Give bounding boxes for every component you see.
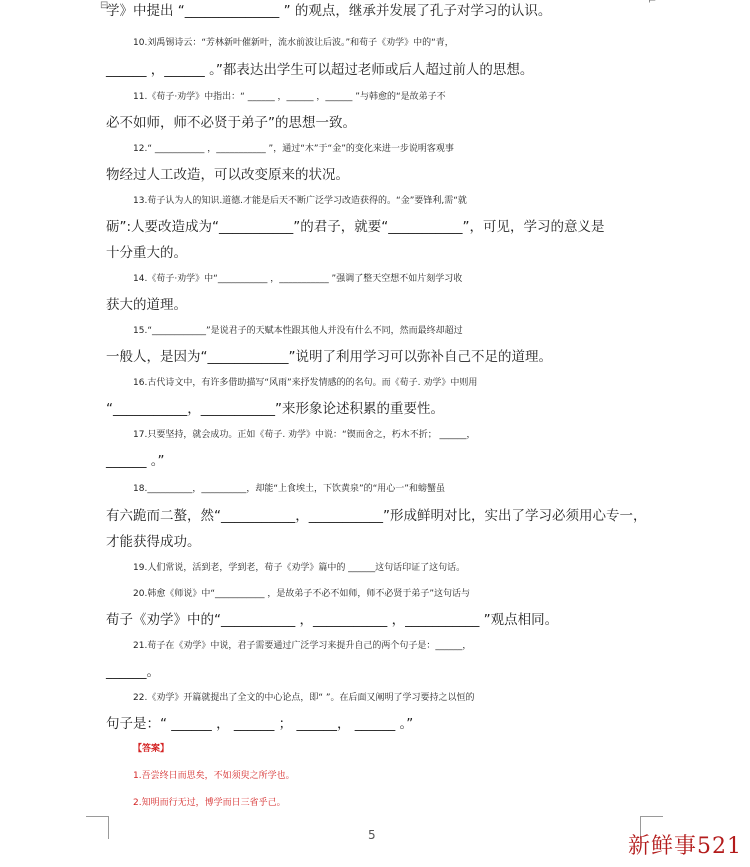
question-line: 15.“____________”是说君子的天赋本性跟其他人并没有什么不同，然而最终却超过 — [133, 326, 463, 336]
question-line: 18.__________，__________，却能“上食埃土，下饮黄泉”的“用心一”和螃蟹虽 — [133, 484, 445, 494]
question-line: 句子是：“ ______ ， ______ ； ______， ______ 。” — [106, 716, 414, 732]
watermark-text: 新鲜事521 — [628, 834, 742, 859]
question-line: 19.人们常说，活到老，学到老，荀子《劝学》篇中的 ______这句话印证了这句话。 — [133, 563, 466, 573]
question-line: “___________，___________”来形象论述积累的重要性。 — [106, 401, 444, 417]
question-line: 必不如师，师不必贤于弟子”的思想一致。 — [106, 115, 356, 131]
question-line: ______ 。” — [106, 453, 165, 469]
question-line: 十分重大的。 — [106, 245, 187, 261]
question-line: 13.荀子认为人的知识.道德.才能是后天不断广泛学习改造获得的。“金”要锋利,需“就 — [133, 196, 467, 206]
question-line: 21.荀子在《劝学》中说，君子需要通过广泛学习来提升自己的两个句子是：______， — [133, 641, 472, 651]
question-line: 22.《劝学》开篇就提出了全文的中心论点，即“ ”。在后面又阐明了学习要持之以恒的 — [133, 693, 475, 703]
question-line: 有六跪而二螯，然“___________，___________”形成鲜明对比，实出了学习必须用心专一， — [106, 508, 647, 524]
question-line: 14.《荀子·劝学》中“___________ ，___________ ”强调了整天空想不如片刻学习收 — [133, 274, 463, 284]
question-line: 20.韩愈《师说》中“___________ ，是故弟子不必不如师，师不必贤于弟子”这句话与 — [133, 589, 471, 599]
question-line: 砺”:人要改造成为“___________”的君子，就要“___________”，可见，学习的意义是 — [106, 219, 605, 235]
answer-title: 【答案】 — [133, 744, 170, 754]
question-line: 获大的道理。 — [106, 297, 187, 313]
question-line: 才能获得成功。 — [106, 534, 201, 550]
page-number: 5 — [368, 828, 376, 842]
answer-line: 1.吾尝终日而思矣，不如须臾之所学也。 — [133, 771, 295, 781]
question-line: 10.刘禹锡诗云：“芳林新叶催新叶，流水前波让后波。”和荀子《劝学》中的“青， — [133, 38, 454, 48]
question-line: ______ ，______ 。”都表达出学生可以超过老师或后人超过前人的思想。 — [106, 62, 534, 78]
question-line: 11.《荀子·劝学》中指出：“ ______ ，______ ，______ ”与韩愈的“是故弟子不 — [133, 92, 446, 102]
crop-mark-top-left: ⊟ — [100, 0, 109, 11]
answer-line: 2.知明而行无过，博学而日三省乎己。 — [133, 798, 286, 808]
crop-mark-top-right: ⌐ — [648, 0, 657, 7]
question-line: 荀子《劝学》中的“___________ ，___________ ，___________ ”观点相同。 — [106, 612, 559, 628]
question-line: 16.古代诗文中，有许多借助描写“风雨”来抒发情感的的名句。而《荀子. 劝学》中则用 — [133, 378, 478, 388]
question-line: 一般人，是因为“____________”说明了利用学习可以弥补自己不足的道理。 — [106, 349, 552, 365]
crop-mark-bottom-left — [86, 816, 109, 839]
question-line: 物经过人工改造，可以改变原来的状况。 — [106, 167, 349, 183]
question-line: ______。 — [106, 664, 160, 680]
question-line: 12.“ ___________ ，___________ ”，通过“木”于“金”的变化来进一步说明客观事 — [133, 144, 454, 154]
question-line: 学》中提出 “______________ ” 的观点，继承并发展了孔子对学习的认识。 — [106, 3, 552, 19]
question-line: 17.只要坚持，就会成功。正如《荀子. 劝学》中说：“锲而舍之，朽木不折； ______， — [133, 430, 476, 440]
